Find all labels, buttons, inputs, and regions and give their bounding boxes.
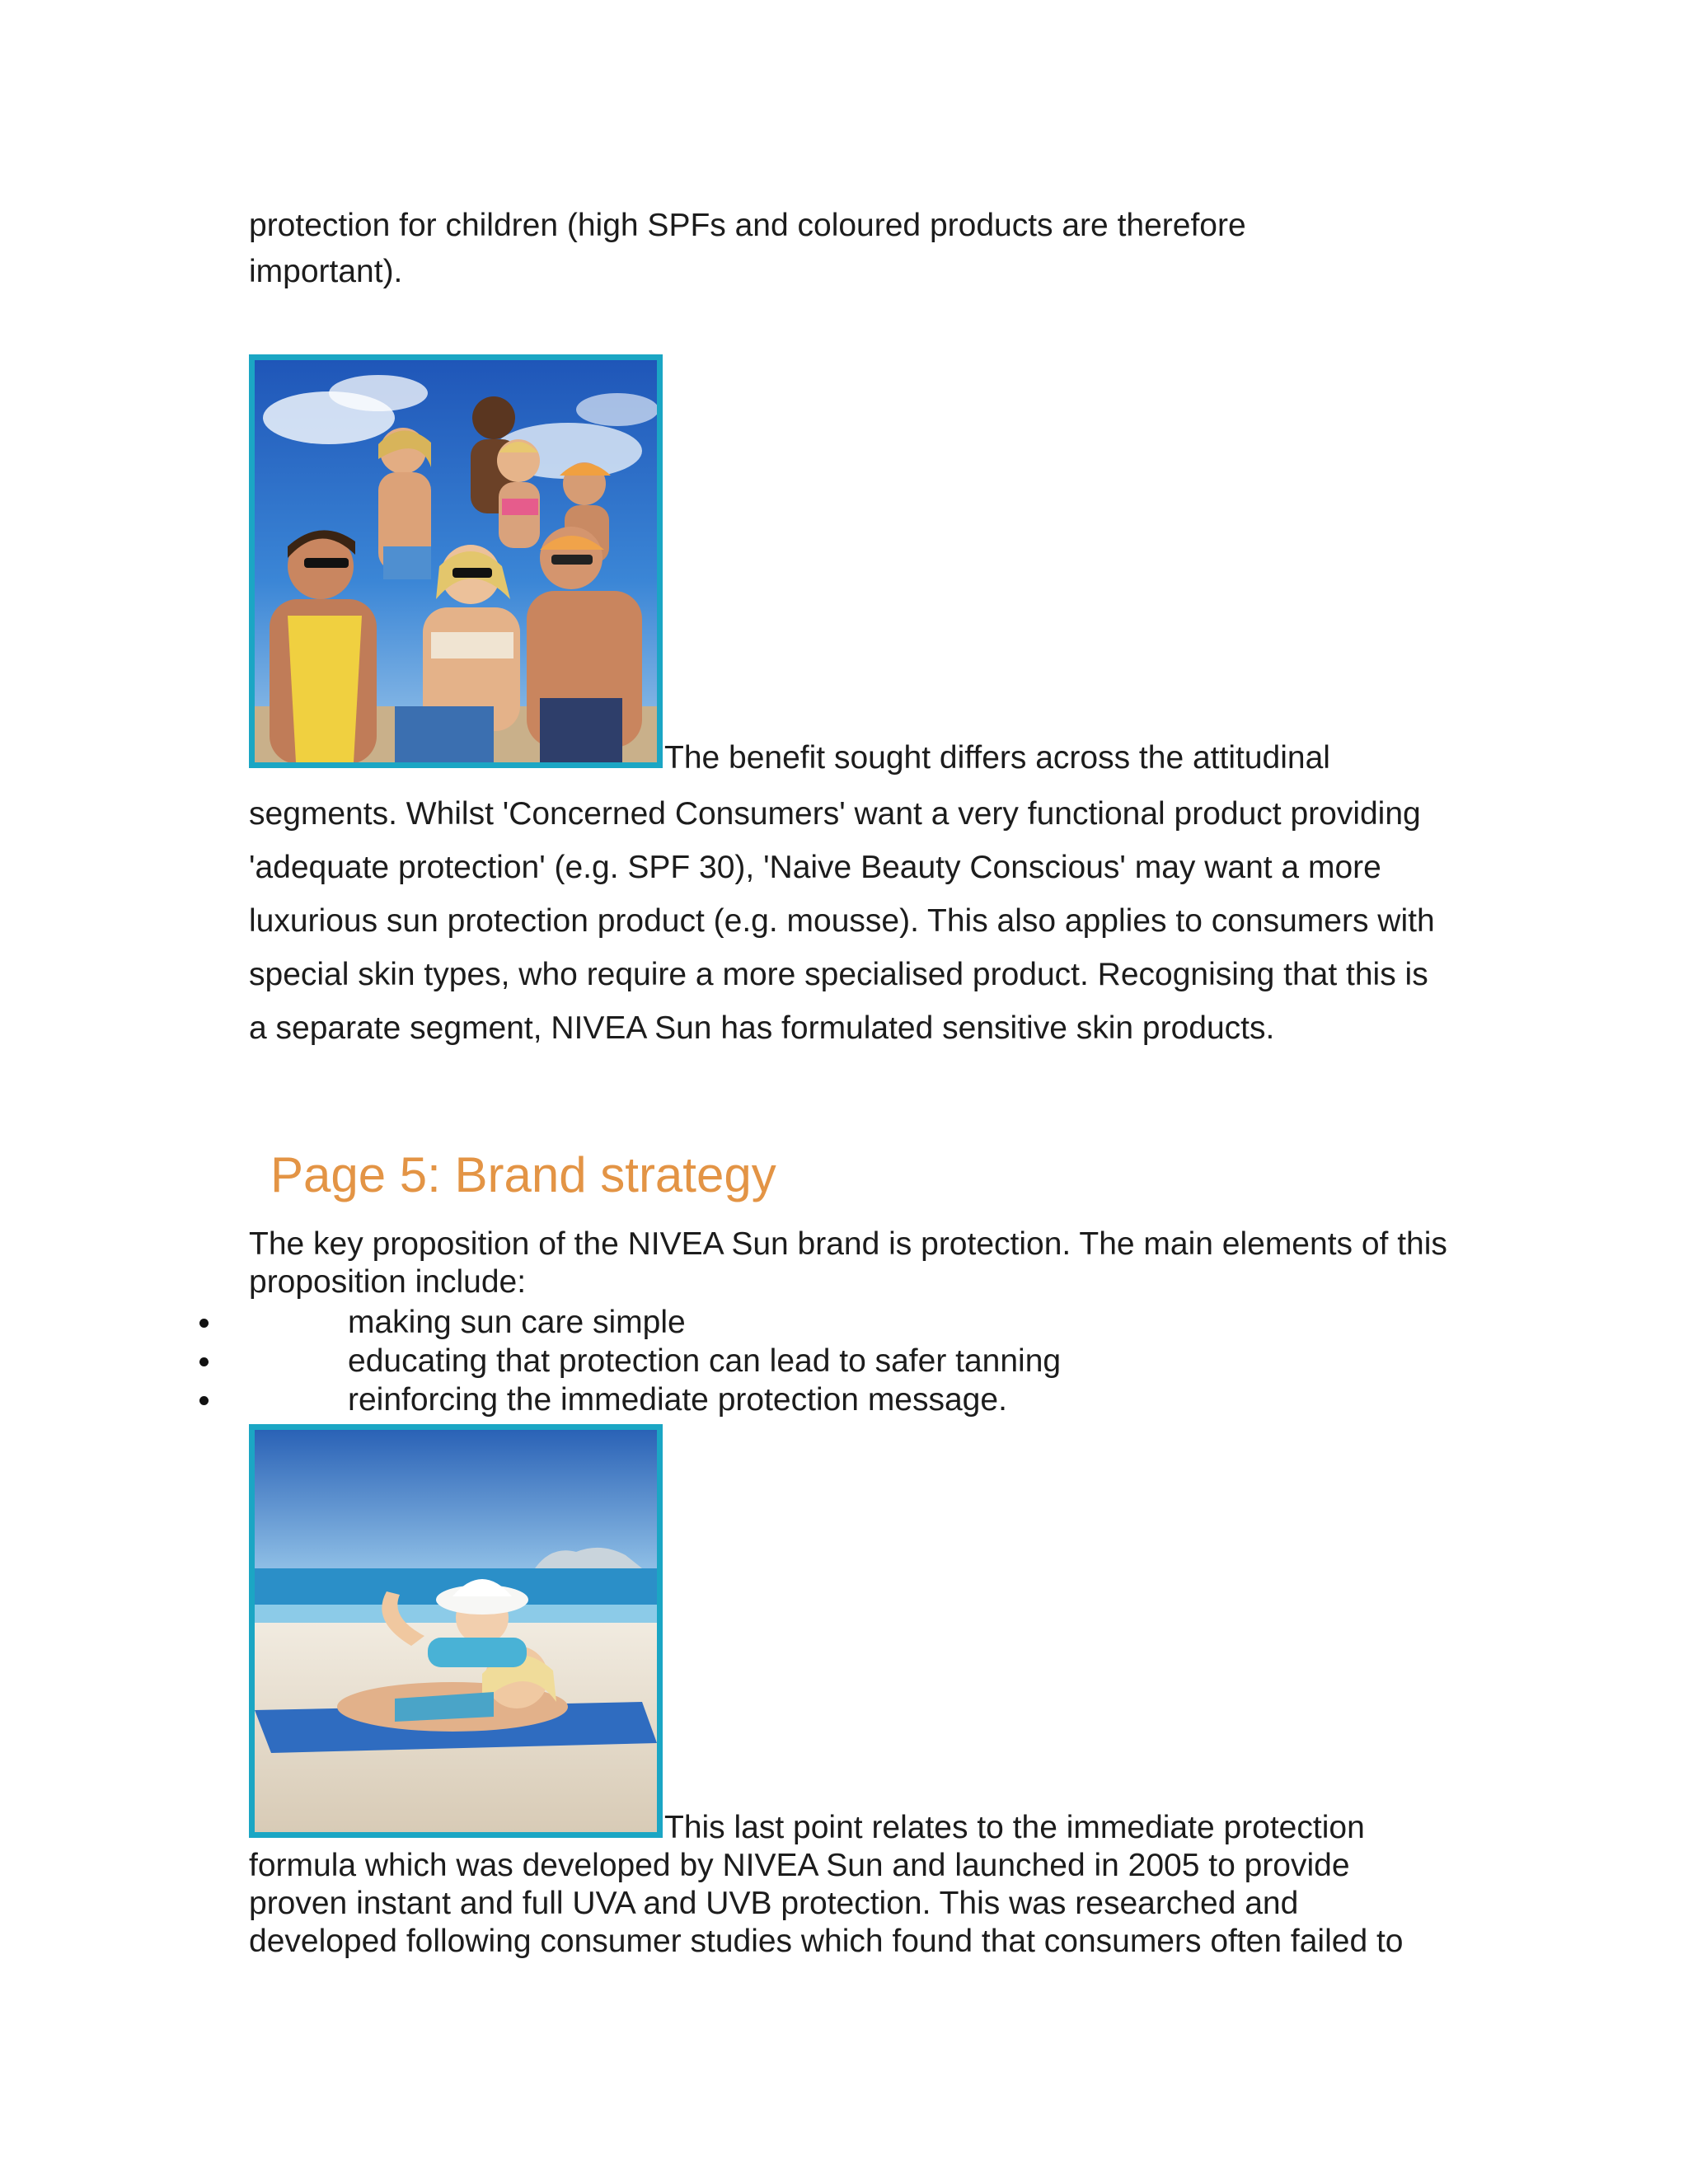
intro-paragraph [249, 203, 1452, 295]
list-item [0, 1342, 1688, 1380]
proposition-list [0, 1303, 1688, 1419]
intro-line: protection for children (high SPFs and coloured products are therefore [249, 208, 1246, 243]
last-point-first-line: This last point relates to the immediate protection [664, 1810, 1365, 1845]
last-point-paragraph: formula which was developed by NIVEA Sun and launched in 2005 to provide proven instant and full UVA and UVB protection. This was researched and developed following consumer studies which found that consumers often failed to [249, 1848, 1404, 1959]
benefit-paragraph: segments. Whilst 'Concerned Consumers' want a very functional product providing 'adequate protection' (e.g. SPF 30), 'Naive Beauty Conscious' may want a more luxurious sun protection product (e.g. mousse). This also applies to consumers with special skin types, who require a more specialised product. Recognising that this is a separate segment, NIVEA Sun has formulated sensitive skin products. [249, 796, 1435, 1046]
list-item-text: educating that protection can lead to safer tanning [348, 1343, 1062, 1379]
key-proposition-paragraph: The key proposition of the NIVEA Sun brand is protection. The main elements of this proposition include: [249, 1226, 1447, 1300]
benefit-first-line: The benefit sought differs across the attitudinal [664, 740, 1330, 776]
mother-child-beach-photo [249, 1424, 663, 1838]
list-item-text: reinforcing the immediate protection message. [348, 1382, 1007, 1418]
bullet-icon [199, 1319, 209, 1328]
list-item [0, 1303, 1688, 1342]
section-heading: Page 5: Brand strategy [270, 1147, 776, 1202]
list-item [0, 1380, 1688, 1419]
group-friends-illustration [255, 360, 657, 762]
mother-child-illustration [255, 1430, 657, 1832]
bullet-icon [199, 1396, 209, 1405]
group-friends-photo [249, 354, 663, 768]
intro-line: important). [249, 254, 403, 289]
list-item-text: making sun care simple [348, 1305, 686, 1340]
bullet-icon [199, 1357, 209, 1366]
